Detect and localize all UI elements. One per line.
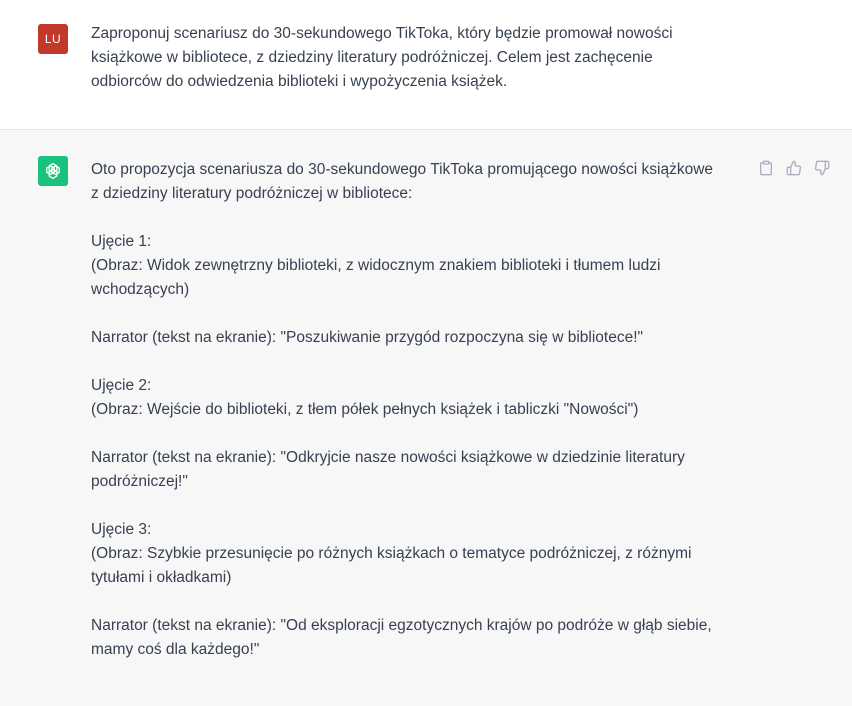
user-line: odbiorców do odwiedzenia biblioteki i wypożyczenia książek. bbox=[91, 73, 508, 90]
assistant-message-row bbox=[0, 130, 852, 706]
text-line: (Obraz: Szybkie przesunięcie po różnych książkach o tematyce podróżniczej, z różnymi bbox=[91, 545, 692, 562]
assistant-paragraph-narrator-2 bbox=[91, 446, 741, 494]
thumbs-down-button[interactable] bbox=[812, 158, 832, 178]
clipboard-icon bbox=[758, 160, 774, 176]
thumbs-down-icon bbox=[814, 160, 830, 176]
thumbs-up-button[interactable] bbox=[784, 158, 804, 178]
text-line: Narrator (tekst na ekranie): "Od eksploracji egzotycznych krajów po podróże w głąb siebie, bbox=[91, 617, 712, 634]
assistant-paragraph-narrator-3 bbox=[91, 614, 741, 662]
text-line: Ujęcie 1: bbox=[91, 233, 152, 250]
user-message-text bbox=[91, 22, 741, 94]
assistant-paragraph-narrator-1 bbox=[91, 326, 741, 350]
text-line: Ujęcie 3: bbox=[91, 521, 152, 538]
text-line: podróżniczej!" bbox=[91, 473, 188, 490]
copy-button[interactable] bbox=[756, 158, 776, 178]
text-line: (Obraz: Widok zewnętrzny biblioteki, z widocznym znakiem biblioteki i tłumem ludzi bbox=[91, 257, 661, 274]
text-line: tytułami i okładkami) bbox=[91, 569, 232, 586]
user-avatar-initials: LU bbox=[44, 32, 62, 46]
openai-logo-icon bbox=[43, 161, 63, 181]
text-line: z dziedziny literatury podróżniczej w bibliotece: bbox=[91, 185, 413, 202]
text-line: (Obraz: Wejście do biblioteki, z tłem półek pełnych książek i tabliczki "Nowości") bbox=[91, 401, 639, 418]
text-line: mamy coś dla każdego!" bbox=[91, 641, 260, 658]
user-avatar bbox=[38, 24, 68, 54]
text-line: Narrator (tekst na ekranie): "Poszukiwanie przygód rozpoczyna się w bibliotece!" bbox=[91, 329, 644, 346]
assistant-paragraph-shot-1 bbox=[91, 230, 741, 302]
text-line: Narrator (tekst na ekranie): "Odkryjcie nasze nowości książkowe w dziedzinie literatury bbox=[91, 449, 685, 466]
text-line: Oto propozycja scenariusza do 30-sekundowego TikToka promującego nowości książkowe bbox=[91, 161, 714, 178]
assistant-avatar bbox=[38, 156, 68, 186]
message-actions bbox=[756, 158, 832, 178]
thumbs-up-icon bbox=[786, 160, 802, 176]
text-line: Ujęcie 2: bbox=[91, 377, 152, 394]
user-line: książkowe w bibliotece, z dziedziny literatury podróżniczej. Celem jest zachęcenie bbox=[91, 49, 653, 66]
text-line: wchodzących) bbox=[91, 281, 190, 298]
user-message-paragraph bbox=[91, 22, 741, 94]
assistant-message-text bbox=[91, 158, 741, 662]
assistant-paragraph-shot-3 bbox=[91, 518, 741, 590]
user-line: Zaproponuj scenariusz do 30-sekundowego TikToka, który będzie promował nowości bbox=[91, 25, 673, 42]
assistant-paragraph-shot-2 bbox=[91, 374, 741, 422]
assistant-paragraph-intro bbox=[91, 158, 741, 206]
user-message-row bbox=[0, 0, 852, 130]
